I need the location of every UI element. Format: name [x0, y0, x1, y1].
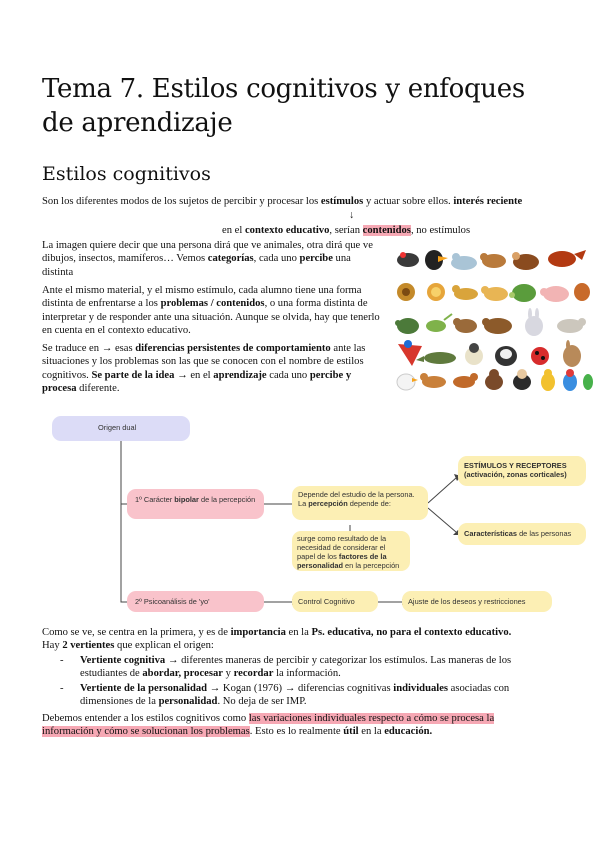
page-title: Tema 7. Estilos cognitivos y enfoques de aprendizaje: [42, 74, 525, 138]
paragraph-conclusion: Debemos entender a los estilos cognitivos como las variaciones individuales respecto a cómo se procesa la información y cómo se solucionan los problemas. Esto es lo realmente útil en la educación.: [42, 713, 495, 738]
vertientes-list: [42, 654, 530, 709]
caracteristicas-node: Características de las personas: [458, 523, 586, 545]
intro-arrow: ↓: [349, 210, 355, 221]
list-item: - Vertiente de la personalidad → Kogan (1976) → diferencias cognitivas individuales asociadas con dimensiones de la personalidad. No deja de ser IMP.: [60, 682, 510, 708]
intro-text: Son los diferentes modos de los sujetos de percibir y procesar los estímulos y actuar sobre ellos. interés reciente: [42, 196, 523, 207]
section-heading: Estilos cognitivos: [42, 163, 211, 185]
paragraph-image-meaning: La imagen quiere decir que una persona dirá que ve animales, otra dirá que ve dibujos, insectos, mamíferos… Vemos categorías, cada uno percibe una distinta: [42, 240, 373, 278]
intro-context-line: en el contexto educativo, serían contenidos, no estímulos: [222, 225, 471, 236]
origen-dual-node: Origen dual: [52, 416, 190, 441]
ajuste-node: Ajuste de los deseos y restricciones: [402, 591, 552, 612]
control-cognitivo-node: Control Cognitivo: [292, 591, 378, 612]
paragraph-same-material: Ante el mismo material, y el mismo estímulo, cada alumno tiene una forma distinta de enfrentarse a los problemas / contenidos, o una forma distinta de interpretar y de responder ante una situación. Aunque se olvida, hay que tenerlo en cuenta en el contexto educativo.: [42, 285, 380, 337]
depende-node: Depende del estudio de la persona. La percepción depende de:: [292, 486, 428, 520]
list-item: - Vertiente cognitiva → diferentes maneras de percibir y categorizar los estímulos. Las maneras de los estudiantes de abordar, procesar y recordar la información.: [60, 655, 512, 680]
estimulos-node: ESTÍMULOS Y RECEPTORES (activación, zonas corticales): [458, 456, 586, 486]
caracter-bipolar-node: 1º Carácter bipolar de la percepción: [127, 489, 264, 519]
psicoanalisis-node: 2º Psicoanálisis de 'yo': [127, 591, 264, 612]
paragraph-translates: Se traduce en → esas diferencias persistentes de comportamiento ante las situaciones y los problemas son las que se conocen con el nombre de estilos cognitivos. Se parte de la idea → en el aprendizaje cada uno percibe y procesa diferente.: [42, 343, 366, 395]
surge-node: surge como resultado de la necesidad de considerar el papel de los factores de la personalidad en la percepción: [292, 531, 410, 571]
paragraph-focus: Como se ve, se centra en la primera, y es de importancia en la Ps. educativa, no para el contexto educativo. Hay 2 vertientes que explican el origen:: [42, 627, 512, 652]
